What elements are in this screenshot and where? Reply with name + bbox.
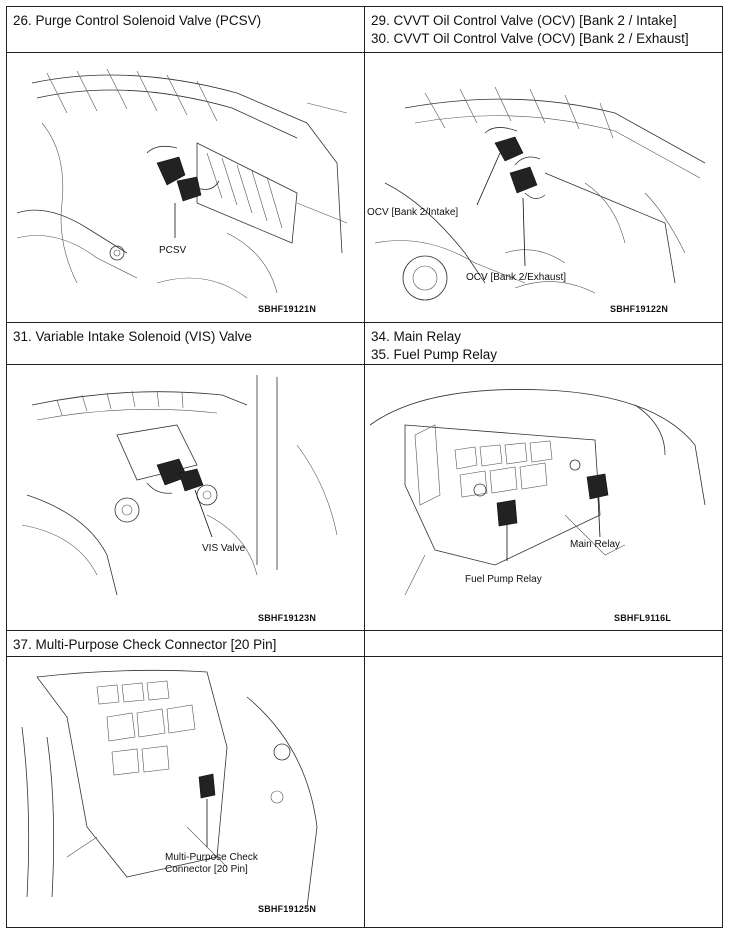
check-connector-illustration — [7, 657, 364, 927]
vis-valve — [147, 459, 203, 493]
cell-heading-relays — [365, 323, 722, 364]
pcsv-label: PCSV — [159, 245, 187, 256]
relay-box-linework — [370, 389, 705, 595]
cell-heading-check-connector — [7, 631, 364, 656]
ocv-intake-leader — [477, 153, 500, 205]
relays — [497, 474, 608, 526]
table-border-right — [722, 6, 723, 928]
check-connector-label-line-1: Multi-Purpose Check — [165, 852, 258, 863]
figure-code: SBHF19122N — [610, 304, 669, 314]
ocv-exhaust-label: OCV [Bank 2/Exhaust] — [466, 272, 567, 283]
heading-line: 34. Main Relay — [371, 329, 462, 344]
engine-linework — [22, 375, 337, 595]
engine-linework — [375, 87, 705, 300]
cell-heading-vis — [7, 323, 364, 364]
check-connector — [199, 774, 215, 798]
ocv-intake-label: OCV [Bank 2/Intake] — [367, 207, 459, 218]
cell-heading-ocv — [365, 7, 722, 52]
heading-line: 31. Variable Intake Solenoid (VIS) Valve — [13, 329, 252, 344]
figure-code: SBHF19125N — [258, 904, 317, 914]
table-border-bottom — [6, 927, 723, 928]
cell-heading-pcsv — [7, 7, 364, 52]
figure-code: SBHF19123N — [258, 613, 317, 623]
heading-line: 37. Multi-Purpose Check Connector [20 Pin] — [13, 637, 277, 652]
pcsv-illustration — [7, 53, 364, 322]
heading-line: 29. CVVT Oil Control Valve (OCV) [Bank 2 / Intake] — [371, 13, 677, 28]
ocv-illustration — [365, 53, 722, 322]
relay-box-illustration — [365, 365, 722, 630]
vis-label: VIS Valve — [202, 543, 246, 554]
ocv-valves — [485, 127, 545, 198]
check-connector-label-line-2: Connector [20 Pin] — [165, 864, 248, 875]
ocv-exhaust-leader — [523, 198, 525, 266]
vis-illustration — [7, 365, 364, 630]
heading-line: 30. CVVT Oil Control Valve (OCV) [Bank 2 / Exhaust] — [371, 31, 689, 46]
heading-line: 26. Purge Control Solenoid Valve (PCSV) — [13, 13, 262, 28]
main-relay-label: Main Relay — [570, 539, 621, 550]
heading-line: 35. Fuel Pump Relay — [371, 347, 498, 362]
figure-code: SBHF19121N — [258, 304, 317, 314]
figure-code: SBHFL9116L — [614, 613, 672, 623]
pcsv-valve — [147, 146, 219, 201]
fuel-pump-relay-label: Fuel Pump Relay — [465, 574, 542, 585]
